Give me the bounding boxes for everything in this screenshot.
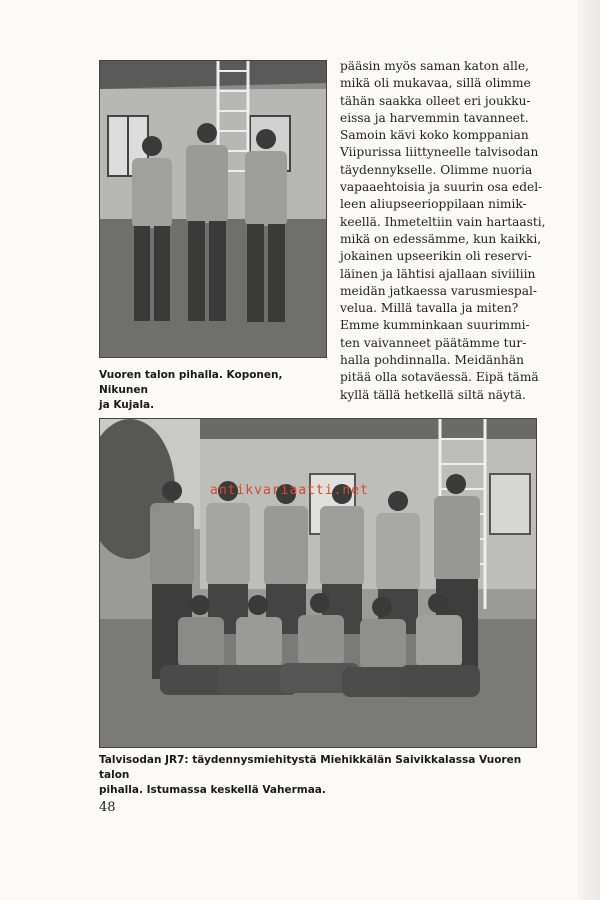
- caption-line: ja Kujala.: [99, 399, 155, 411]
- text-line: halla pohdinnalla. Meidänhän: [340, 353, 524, 368]
- text-line: kyllä tällä hetkellä siltä näytä.: [340, 387, 526, 402]
- photo-bottom: [99, 418, 537, 748]
- page-number: 48: [99, 800, 116, 815]
- text-line: leen aliupseerioppilaan nimik-: [340, 197, 527, 212]
- photo-bottom-image: [100, 419, 536, 747]
- text-line: Emme kumminkaan suurimmi-: [340, 318, 530, 333]
- text-line: keellä. Ihmeteltiin vain hartaasti,: [340, 214, 546, 229]
- text-line: läinen ja lähtisi ajallaan siviiliin: [340, 266, 536, 281]
- text-line: vapaaehtoisia ja suurin osa edel-: [340, 180, 543, 195]
- text-line: täydennykselle. Olimme nuoria: [340, 162, 533, 177]
- text-line: mikä oli mukavaa, sillä olimme: [340, 76, 531, 91]
- photo-top-image: [100, 61, 326, 357]
- photo-top: [99, 60, 327, 358]
- caption-line: Talvisodan JR7: täydennysmiehitystä Miehikkälän Saivikkalassa Vuoren talon: [99, 754, 522, 781]
- text-line: Viipurissa liittyneelle talvisodan: [340, 145, 539, 160]
- body-text-column: [340, 58, 546, 404]
- watermark-text: antikvariaatti.net: [210, 483, 369, 498]
- text-line: pääsin myös saman katon alle,: [340, 59, 529, 73]
- text-line: eissa ja harvemmin tavanneet.: [340, 110, 529, 125]
- photo-top-caption: [99, 368, 329, 413]
- text-line: Samoin kävi koko komppanian: [340, 128, 529, 143]
- text-line: ten vaivanneet päätämme tur-: [340, 335, 527, 350]
- text-line: velua. Millä tavalla ja miten?: [340, 301, 519, 316]
- text-line: pitää olla sotaväessä. Eipä tämä: [340, 370, 539, 385]
- page-edge: [578, 0, 600, 900]
- caption-line: Vuoren talon pihalla. Koponen, Nikunen: [99, 369, 283, 396]
- text-line: meidän jatkaessa varusmiespal-: [340, 283, 537, 298]
- text-line: mikä on edessämme, kun kaikki,: [340, 231, 542, 246]
- text-line: jokainen upseerikin oli reservi-: [340, 249, 532, 264]
- caption-line: pihalla. Istumassa keskellä Vahermaa.: [99, 784, 326, 796]
- text-line: tähän saakka olleet eri joukku-: [340, 93, 531, 108]
- photo-bottom-caption: [99, 753, 544, 798]
